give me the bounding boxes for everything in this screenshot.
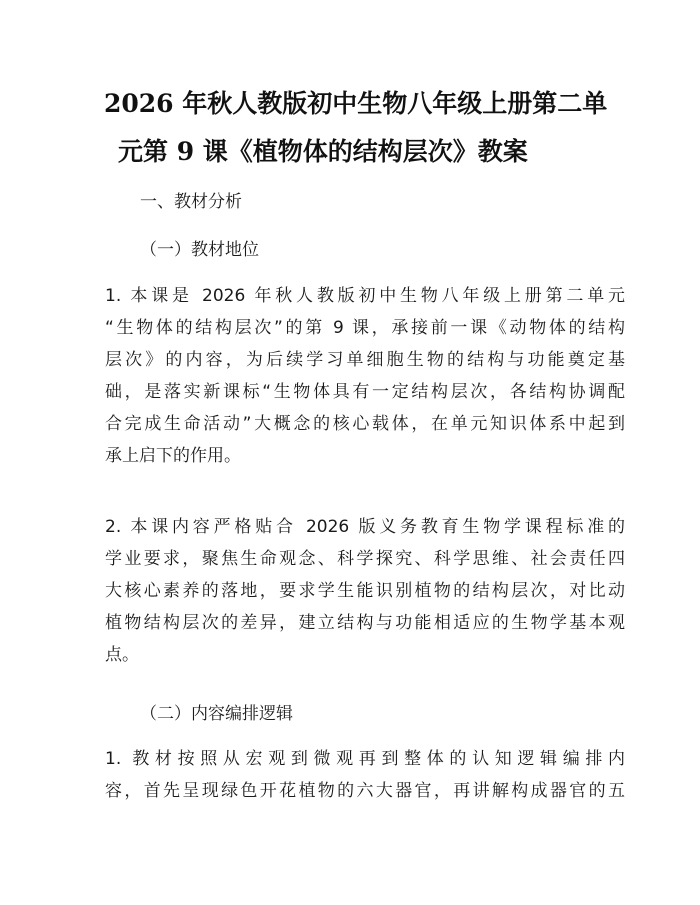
subsection-heading-content-logic: （二）内容编排逻辑 — [140, 704, 293, 724]
document-title-line-2: 元第 9 课《植物体的结构层次》教案 — [118, 137, 528, 166]
paragraph-line: 承上启下的作用。 — [105, 446, 241, 466]
paragraph-line: 础，是落实新课标“生物体具有一定结构层次，各结构协调配 — [105, 382, 625, 402]
paragraph-line: 学业要求，聚焦生命观念、科学探究、科学思维、社会责任四 — [105, 549, 625, 569]
paragraph-3 — [105, 743, 625, 807]
paragraph-line: 大核心素养的落地，要求学生能识别植物的结构层次，对比动 — [105, 581, 625, 601]
paragraph-2 — [105, 511, 625, 671]
paragraph-line: 合完成生命活动”大概念的核心载体，在单元知识体系中起到 — [105, 414, 625, 434]
paragraph-line: “生物体的结构层次”的第 9 课，承接前一课《动物体的结构 — [105, 318, 625, 338]
section-heading-textbook-analysis: 一、教材分析 — [140, 192, 242, 212]
paragraph-line: 1. 本课是 2026 年秋人教版初中生物八年级上册第二单元 — [105, 286, 625, 306]
paragraph-line: 1. 教材按照从宏观到微观再到整体的认知逻辑编排内 — [105, 749, 625, 769]
paragraph-line: 2. 本课内容严格贴合 2026 版义务教育生物学课程标准的 — [105, 517, 625, 537]
paragraph-line: 植物结构层次的差异，建立结构与功能相适应的生物学基本观 — [105, 613, 625, 633]
paragraph-line: 点。 — [105, 645, 139, 665]
document-title-line-1: 2026 年秋人教版初中生物八年级上册第二单 — [104, 89, 608, 118]
paragraph-1 — [105, 280, 625, 472]
paragraph-line: 层次》的内容，为后续学习单细胞生物的结构与功能奠定基 — [105, 350, 625, 370]
subsection-heading-textbook-position: （一）教材地位 — [140, 240, 259, 260]
paragraph-line: 容，首先呈现绿色开花植物的六大器官，再讲解构成器官的五 — [105, 781, 625, 801]
